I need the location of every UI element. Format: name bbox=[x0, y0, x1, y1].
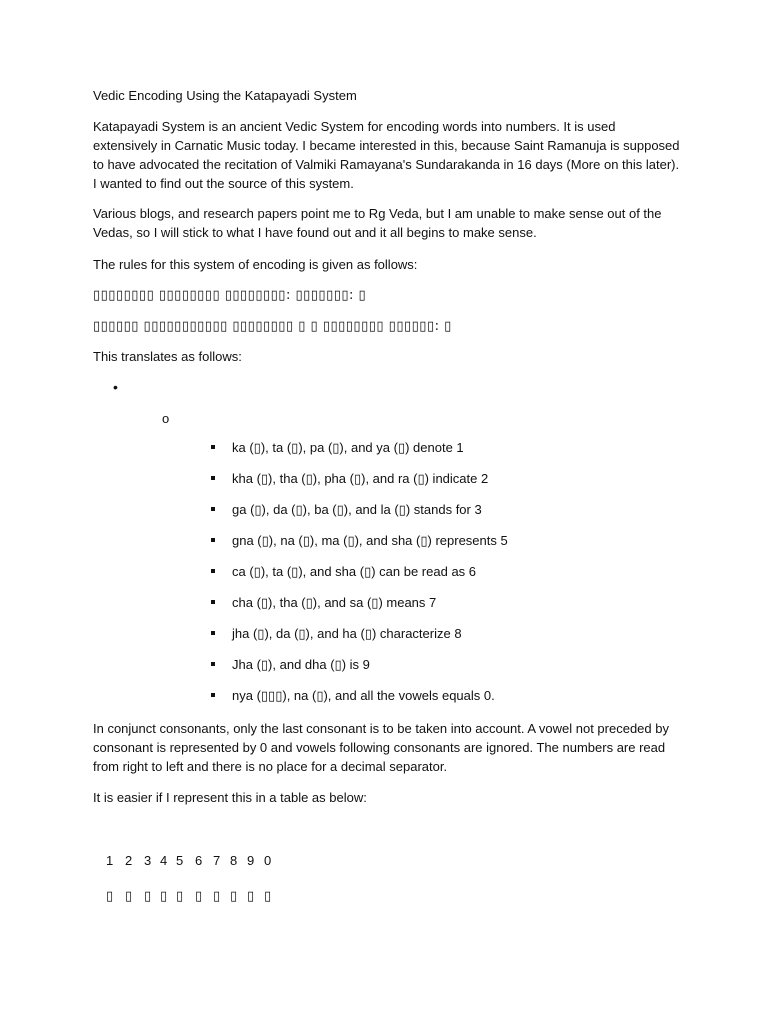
table-number: 0 bbox=[264, 853, 272, 868]
table-number: 5 bbox=[176, 853, 184, 868]
bullet-level-1-icon: • bbox=[113, 379, 118, 395]
list-item: Jha (▯), and dha (▯) is 9 bbox=[206, 655, 508, 686]
paragraph-table-intro: It is easier if I represent this in a table as below: bbox=[93, 790, 367, 805]
table-number: 1 bbox=[106, 853, 114, 868]
square-bullet-icon bbox=[211, 507, 215, 511]
table-glyph: ▯ bbox=[247, 889, 255, 904]
list-item: jha (▯), da (▯), and ha (▯) characterize 8 bbox=[206, 624, 508, 655]
table-number: 3 bbox=[144, 853, 152, 868]
list-item: kha (▯), tha (▯), pha (▯), and ra (▯) indicate 2 bbox=[206, 469, 508, 500]
bullet-level-2-icon: o bbox=[162, 411, 170, 426]
square-bullet-icon bbox=[211, 476, 215, 480]
table-glyph-row bbox=[106, 887, 281, 906]
table-number: 9 bbox=[247, 853, 255, 868]
document-title: Vedic Encoding Using the Katapayadi System bbox=[93, 88, 357, 103]
table-number: 6 bbox=[195, 853, 203, 868]
list-item: ga (▯), da (▯), ba (▯), and la (▯) stands for 3 bbox=[206, 500, 508, 531]
paragraph-conjunct: In conjunct consonants, only the last consonant is to be taken into account. A vowel not preceded by consonant is represented by 0 and vowels following consonants are ignored. The numbers are read from right to left and there is no place for a decimal separator. bbox=[93, 721, 669, 774]
list-item: gna (▯), na (▯), ma (▯), and sha (▯) represents 5 bbox=[206, 531, 508, 562]
table-glyph: ▯ bbox=[195, 889, 203, 904]
square-bullet-icon bbox=[211, 600, 215, 604]
list-item: cha (▯), tha (▯), and sa (▯) means 7 bbox=[206, 593, 508, 624]
paragraph-translate-intro: This translates as follows: bbox=[93, 349, 242, 364]
verse-line-2: ▯▯▯▯▯▯ ▯▯▯▯▯▯▯▯▯▯▯ ▯▯▯▯▯▯▯▯ ▯ ▯ ▯▯▯▯▯▯▯▯ ▯▯▯▯▯▯: ▯ bbox=[93, 319, 452, 334]
table-glyph: ▯ bbox=[230, 889, 238, 904]
list-item: ka (▯), ta (▯), pa (▯), and ya (▯) denote 1 bbox=[206, 438, 508, 469]
square-bullet-icon bbox=[211, 445, 215, 449]
table-glyph: ▯ bbox=[106, 889, 114, 904]
table-glyph: ▯ bbox=[160, 889, 168, 904]
table-glyph: ▯ bbox=[176, 889, 184, 904]
square-bullet-icon bbox=[211, 631, 215, 635]
paragraph-intro: Katapayadi System is an ancient Vedic System for encoding words into numbers. It is used extensively in Carnatic Music today. I became interested in this, because Saint Ramanuja is supposed to have advocated the recitation of Valmiki Ramayana's Sundarakanda in 16 days (More on this later). I wanted to find out the source of this system. bbox=[93, 119, 680, 191]
list-item: nya (▯▯▯), na (▯), and all the vowels equals 0. bbox=[206, 686, 508, 717]
rules-list bbox=[206, 438, 508, 717]
table-number-row bbox=[106, 851, 281, 870]
verse-line-1: ▯▯▯▯▯▯▯▯ ▯▯▯▯▯▯▯▯ ▯▯▯▯▯▯▯▯: ▯▯▯▯▯▯▯: ▯ bbox=[93, 288, 367, 303]
table-number: 8 bbox=[230, 853, 238, 868]
paragraph-sources: Various blogs, and research papers point me to Rg Veda, but I am unable to make sense out of the Vedas, so I will stick to what I have found out and it all begins to make sense. bbox=[93, 206, 662, 240]
square-bullet-icon bbox=[211, 569, 215, 573]
square-bullet-icon bbox=[211, 693, 215, 697]
square-bullet-icon bbox=[211, 662, 215, 666]
square-bullet-icon bbox=[211, 538, 215, 542]
list-item: ca (▯), ta (▯), and sha (▯) can be read as 6 bbox=[206, 562, 508, 593]
table-glyph: ▯ bbox=[264, 889, 272, 904]
table-number: 4 bbox=[160, 853, 168, 868]
table-glyph: ▯ bbox=[213, 889, 221, 904]
table-glyph: ▯ bbox=[125, 889, 133, 904]
table-glyph: ▯ bbox=[144, 889, 152, 904]
paragraph-rules-intro: The rules for this system of encoding is given as follows: bbox=[93, 257, 418, 272]
table-number: 7 bbox=[213, 853, 221, 868]
table-number: 2 bbox=[125, 853, 133, 868]
